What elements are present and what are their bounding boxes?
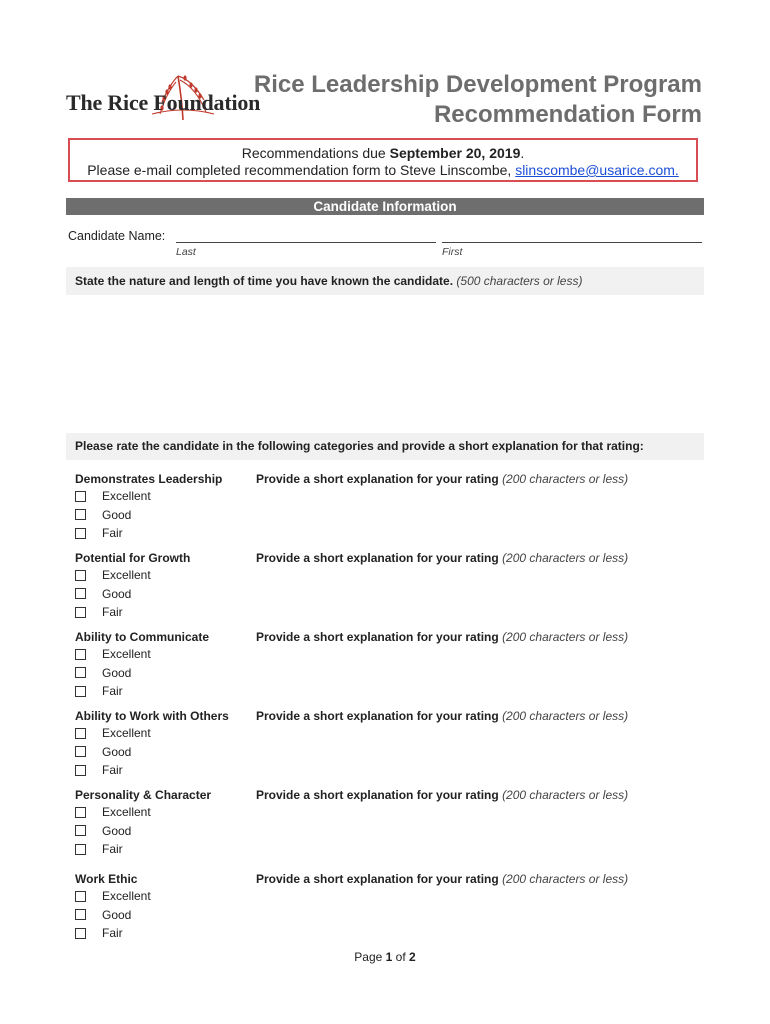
explanation-prompt[interactable] [256,788,628,802]
nature-prompt-text: State the nature and length of time you have known the candidate. [75,274,454,288]
explanation-limit: (200 characters or less) [502,630,629,644]
rice-foundation-logo [66,70,266,122]
nature-prompt-limit: (500 characters or less) [456,274,583,288]
checkbox[interactable] [75,807,86,818]
first-name-field[interactable] [442,242,702,243]
explanation-prompt[interactable] [256,872,628,886]
rating-option-label: Good [102,744,132,759]
rating-option-good[interactable] [75,908,131,922]
explanation-limit: (200 characters or less) [502,872,629,886]
rating-option-good[interactable] [75,745,131,759]
checkbox[interactable] [75,909,86,920]
category-label: Potential for Growth [75,551,191,565]
page-word: Page [354,950,383,964]
checkbox[interactable] [75,728,86,739]
rating-option-label: Excellent [102,568,151,582]
explanation-limit: (200 characters or less) [502,551,629,565]
rating-prompt-text: Please rate the candidate in the following categories and provide a short explanation for that rating: [75,439,644,453]
checkbox[interactable] [75,928,86,939]
of-word: of [395,950,406,964]
page-footer [0,950,770,964]
checkbox[interactable] [75,765,86,776]
rating-option-label: Fair [102,763,123,778]
email-prefix: Please e-mail completed recommendation form to Steve Linscombe, [87,162,516,178]
checkbox[interactable] [75,509,86,520]
rating-option-label: Excellent [102,489,151,503]
rating-option-excellent[interactable] [75,568,151,582]
rating-option-fair[interactable] [75,684,123,698]
rating-option-label: Fair [102,842,123,857]
nature-answer-area[interactable] [66,297,704,429]
title-line-1: Rice Leadership Development Program [253,71,702,98]
email-link[interactable]: slinscombe@usarice.com. [515,162,679,178]
rating-option-fair[interactable] [75,605,123,619]
rating-option-excellent[interactable] [75,805,151,819]
logo-text: The Rice Foundation [66,90,261,115]
form-title [254,70,702,130]
category-label: Work Ethic [75,872,138,886]
rating-option-label: Excellent [102,726,151,740]
checkbox[interactable] [75,649,86,660]
checkbox[interactable] [75,686,86,697]
rating-option-excellent[interactable] [75,726,151,740]
rating-option-label: Good [102,823,132,838]
explanation-text: Provide a short explanation for your rating [256,709,499,723]
rating-option-fair[interactable] [75,763,123,777]
rating-option-good[interactable] [75,508,131,522]
rating-option-label: Good [102,586,132,601]
explanation-limit: (200 characters or less) [502,788,629,802]
rating-option-excellent[interactable] [75,889,151,903]
explanation-prompt[interactable] [256,630,628,644]
rating-option-label: Fair [102,926,123,941]
category-label: Personality & Character [75,788,212,802]
rating-option-label: Good [102,507,132,522]
rating-option-fair[interactable] [75,526,123,540]
checkbox[interactable] [75,825,86,836]
page-number: 1 [385,950,393,964]
candidate-info-header: Candidate Information [66,198,704,215]
rating-option-label: Fair [102,605,123,620]
page-total: 2 [409,950,416,964]
category-label: Demonstrates Leadership [75,472,223,486]
checkbox[interactable] [75,891,86,902]
rating-prompt [66,433,704,460]
explanation-limit: (200 characters or less) [502,709,629,723]
rating-option-good[interactable] [75,824,131,838]
checkbox[interactable] [75,528,86,539]
title-line-2: Recommendation Form [433,101,702,128]
explanation-limit: (200 characters or less) [502,472,629,486]
due-notice [68,138,698,182]
due-date: September 20, 2019 [389,145,521,161]
checkbox[interactable] [75,588,86,599]
rating-option-label: Fair [102,526,123,541]
category-label: Ability to Communicate [75,630,210,644]
checkbox[interactable] [75,667,86,678]
explanation-text: Provide a short explanation for your rating [256,630,499,644]
checkbox[interactable] [75,746,86,757]
explanation-text: Provide a short explanation for your rating [256,788,499,802]
nature-prompt [66,267,704,295]
candidate-name-label: Candidate Name: [68,229,166,243]
checkbox[interactable] [75,570,86,581]
rating-option-fair[interactable] [75,842,123,856]
rating-option-excellent[interactable] [75,489,151,503]
checkbox[interactable] [75,844,86,855]
category-label: Ability to Work with Others [75,709,229,723]
due-prefix: Recommendations due [241,145,390,161]
explanation-text: Provide a short explanation for your rating [256,872,499,886]
last-name-field[interactable] [176,242,436,243]
rating-option-label: Excellent [102,805,151,819]
last-name-caption: Last [176,246,196,258]
first-name-caption: First [442,246,463,258]
checkbox[interactable] [75,491,86,502]
explanation-prompt[interactable] [256,472,628,486]
email-line [70,162,696,179]
rating-option-label: Excellent [102,647,151,661]
explanation-prompt[interactable] [256,551,628,565]
rating-option-good[interactable] [75,587,131,601]
explanation-text: Provide a short explanation for your rating [256,551,499,565]
explanation-prompt[interactable] [256,709,628,723]
explanation-text: Provide a short explanation for your rating [256,472,499,486]
rating-option-fair[interactable] [75,926,123,940]
rating-option-label: Excellent [102,889,151,903]
rating-option-excellent[interactable] [75,647,151,661]
rating-option-good[interactable] [75,666,131,680]
rating-option-label: Good [102,665,132,680]
rating-option-label: Good [102,907,132,922]
checkbox[interactable] [75,607,86,618]
rating-option-label: Fair [102,684,123,699]
due-suffix: . [520,145,525,161]
due-line [70,145,696,162]
